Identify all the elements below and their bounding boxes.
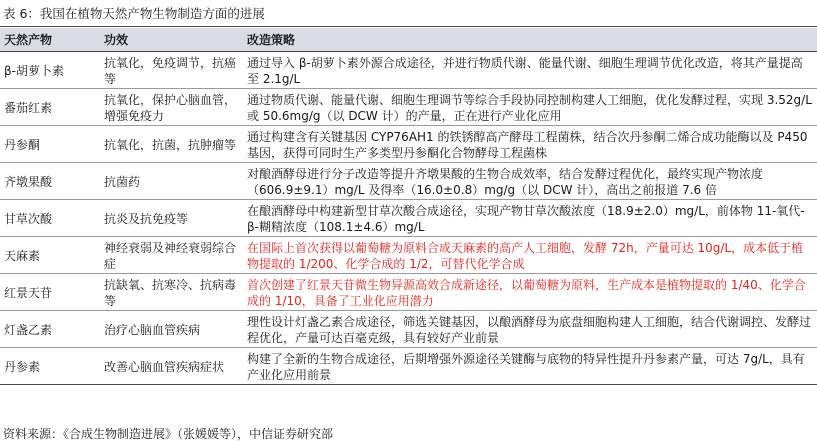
cell-strategy: 理性设计灯盏乙素合成途径，筛选关键基因，以酿酒酵母为底盘细胞构建人工细胞，结合代谢调控、发酵过程优化，产量可达百毫克级，具有较好产业前景: [243, 311, 817, 348]
table-row: [0, 237, 817, 274]
cell-product: 番茄红素: [0, 89, 100, 126]
table-row: [0, 200, 817, 237]
header-product: 天然产物: [0, 28, 100, 52]
table-header-row: [0, 28, 817, 52]
header-strategy: 改造策略: [243, 28, 817, 52]
table-row: [0, 52, 817, 89]
cell-efficacy: 抗氧化，免疫调节，抗癌等: [100, 52, 243, 89]
cell-efficacy: 抗氧化，抗菌，抗肿瘤等: [100, 126, 243, 163]
source-note: 资料来源：《合成生物制造进展》（张媛媛等），中信证券研究部: [3, 427, 334, 441]
caption-rule: [0, 26, 817, 27]
cell-product: 红景天苷: [0, 274, 100, 311]
cell-efficacy: 治疗心脑血管疾病: [100, 311, 243, 348]
cell-strategy: 构建了全新的生物合成途径，后期增强外源途径关键酶与底物的特异性提升丹参素产量，可达 7g/L，具有产业化应用前景: [243, 348, 817, 385]
table-row: [0, 126, 817, 163]
cell-efficacy: 神经衰弱及神经衰弱综合症: [100, 237, 243, 274]
cell-strategy: 通过导入 β-胡萝卜素外源合成途径，并进行物质代谢、能量代谢、细胞生理调节优化改造，将其产量提高至 2.1g/L: [243, 52, 817, 89]
cell-product: 天麻素: [0, 237, 100, 274]
cell-strategy: 通过构建含有关键基因 CYP76AH1 的铁锈醇高产酵母工程菌株，结合次丹参酮二烯合成功能酶以及 P450 基因，获得可同时生产多类型丹参酮化合物酵母工程菌株: [243, 126, 817, 163]
header-efficacy: 功效: [100, 28, 243, 52]
cell-product: 灯盏乙素: [0, 311, 100, 348]
cell-strategy: 对酿酒酵母进行分子改造等提升齐墩果酸的生物合成效率，结合发酵过程优化，最终实现产物浓度（606.9±9.1）mg/L 及得率（16.0±0.8）mg/g（以 DCW 计），高出之前报道 7.6 倍: [243, 163, 817, 200]
cell-product: 甘草次酸: [0, 200, 100, 237]
cell-strategy-highlight: 首次创建了红景天苷微生物异源高效合成新途径，以葡萄糖为原料，生产成本是植物提取的 1/40、化学合成的 1/10，具备了工业化应用潜力: [243, 274, 817, 311]
progress-table: [0, 28, 817, 385]
cell-strategy: 在酿酒酵母中构建新型甘草次酸合成途径，实现产物甘草次酸浓度（18.9±2.0）mg/L，前体物 11-氧代-β-糊精浓度（108.1±4.6）mg/L: [243, 200, 817, 237]
cell-strategy: 通过物质代谢、能量代谢、细胞生理调节等综合手段协同控制构建人工细胞，优化发酵过程，实现 3.52g/L 或 50.6mg/g（以 DCW 计）的产量，正在进行产业化应用: [243, 89, 817, 126]
cell-product: 丹参酮: [0, 126, 100, 163]
cell-efficacy: 改善心脑血管疾病症状: [100, 348, 243, 385]
table-row: [0, 89, 817, 126]
cell-product: β-胡萝卜素: [0, 52, 100, 89]
cell-efficacy: 抗缺氧、抗寒冷、抗病毒等: [100, 274, 243, 311]
cell-efficacy: 抗菌药: [100, 163, 243, 200]
cell-efficacy: 抗氧化，保护心脑血管，增强免疫力: [100, 89, 243, 126]
table-row: [0, 163, 817, 200]
cell-product: 丹参素: [0, 348, 100, 385]
table-row: [0, 311, 817, 348]
table-caption: 表 6：我国在植物天然产物生物制造方面的进展: [3, 6, 265, 21]
cell-efficacy: 抗炎及抗免疫等: [100, 200, 243, 237]
cell-product: 齐墩果酸: [0, 163, 100, 200]
table-row: [0, 274, 817, 311]
table-row: [0, 348, 817, 385]
cell-strategy-highlight: 在国际上首次获得以葡萄糖为原料合成天麻素的高产人工细胞，发酵 72h，产量可达 10g/L，成本低于植物提取的 1/200、化学合成的 1/2，可替代化学合成: [243, 237, 817, 274]
